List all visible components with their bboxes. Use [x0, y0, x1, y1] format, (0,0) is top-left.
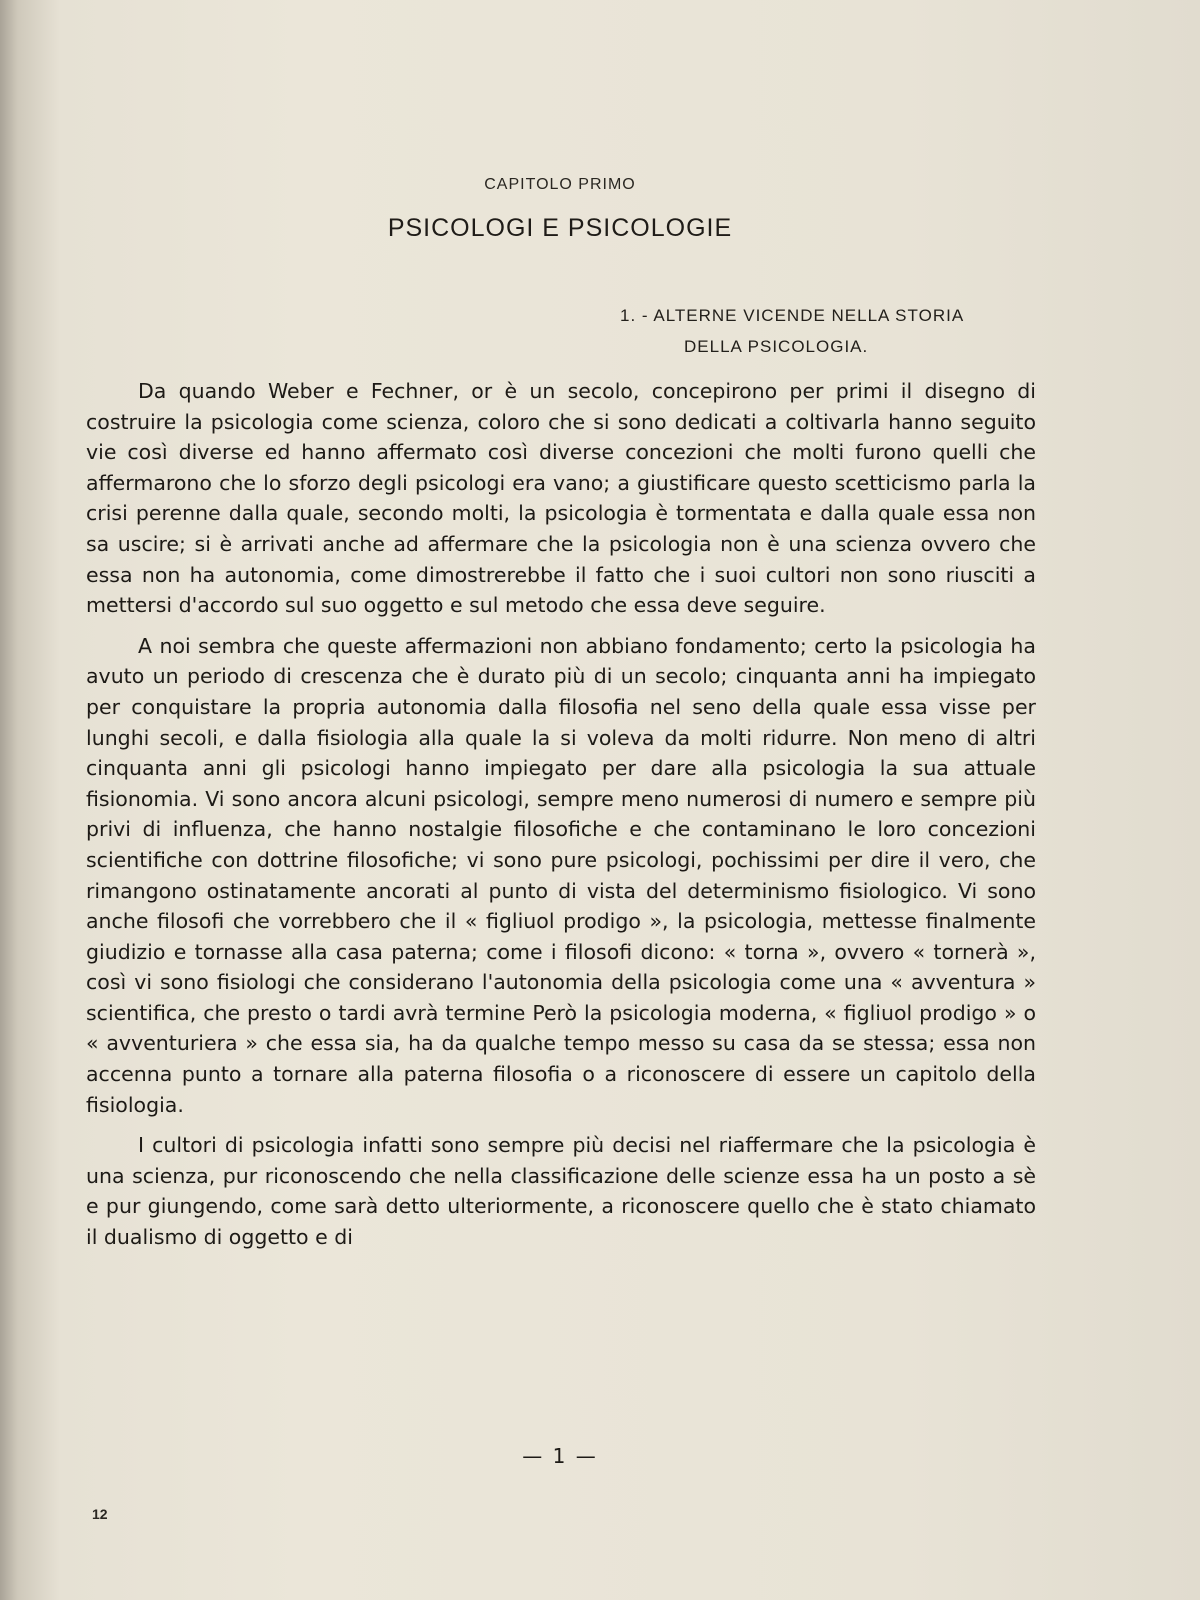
body-text	[86, 376, 1036, 1263]
chapter-label: CAPITOLO PRIMO	[484, 176, 636, 193]
section-heading-line1: - ALTERNE VICENDE NELLA STORIA	[641, 306, 965, 325]
signature-mark: 12	[92, 1506, 108, 1522]
chapter-title: PSICOLOGI E PSICOLOGIE	[387, 214, 733, 242]
section-number: 1.	[620, 306, 637, 325]
paragraph-2: A noi sembra che queste affermazioni non abbiano fondamento; certo la psicologia ha avuto un periodo di crescenza che è durato più di un secolo; cinquanta anni ha impiegato per conquistare la propria autonomia dalla filosofia nel seno della quale essa visse per lunghi secoli, e dalla fisiologia alla quale la si voleva da molti ridurre. Non meno di altri cinquanta anni gli psicologi hanno impiegato per dare alla psicologia la sua attuale fisionomia. Vi sono ancora alcuni psicologi, sempre meno numerosi di numero e sempre più privi di influenza, che hanno nostalgie filosofiche e che contaminano le loro concezioni scientifiche con dottrine filosofiche; vi sono pure psicologi, pochissimi per dire il vero, che rimangono ostinatamente ancorati al punto di vista del determinismo fisiologico. Vi sono anche filosofi che vorrebbero che il « figliuol prodigo », la psicologia, mettesse finalmente giudizio e tornasse alla casa paterna; come i filosofi dicono: « torna », ovvero « tornerà », così vi sono fisiologi che considerano l'autonomia della psicologia come una « avventura » scientifica, che presto o tardi avrà termine Però la psicologia moderna, « figliuol prodigo » o « avventuriera » che essa sia, ha da qualche tempo messo su casa da se stessa; essa non accenna punto a tornare alla paterna filosofia o a riconoscere di essere un capitolo della fisiologia.	[86, 633, 1036, 1117]
section-heading	[620, 300, 1040, 362]
page-number: — 1 —	[522, 1444, 598, 1468]
paragraph-1: Da quando Weber e Fechner, or è un secolo, concepirono per primi il disegno di costruire la psicologia come scienza, coloro che si sono dedicati a coltivarla hanno seguito vie così diverse ed hanno affermato così diverse concezioni che molti furono quelli che affermarono che lo sforzo degli psicologi era vano; a giustificare questo scetticismo parla la crisi perenne dalla quale, secondo molti, la psicologia è tormentata e dalla quale essa non sa uscire; si è arrivati anche ad affermare che la psicologia non è una scienza ovvero che essa non ha autonomia, come dimostrerebbe il fatto che i suoi cultori non sono riusciti a mettersi d'accordo sul suo oggetto e sul metodo che essa deve seguire.	[86, 379, 1036, 618]
paragraph-3: I cultori di psicologia infatti sono sempre più decisi nel riaffermare che la psicologia è una scienza, pur riconoscendo che nella classificazione delle scienze essa ha un posto a sè e pur giungendo, come sarà detto ulteriormente, a riconoscere quello che è stato chiamato il dualismo di oggetto e di	[86, 1133, 1036, 1250]
section-heading-line2: DELLA PSICOLOGIA.	[684, 337, 869, 356]
